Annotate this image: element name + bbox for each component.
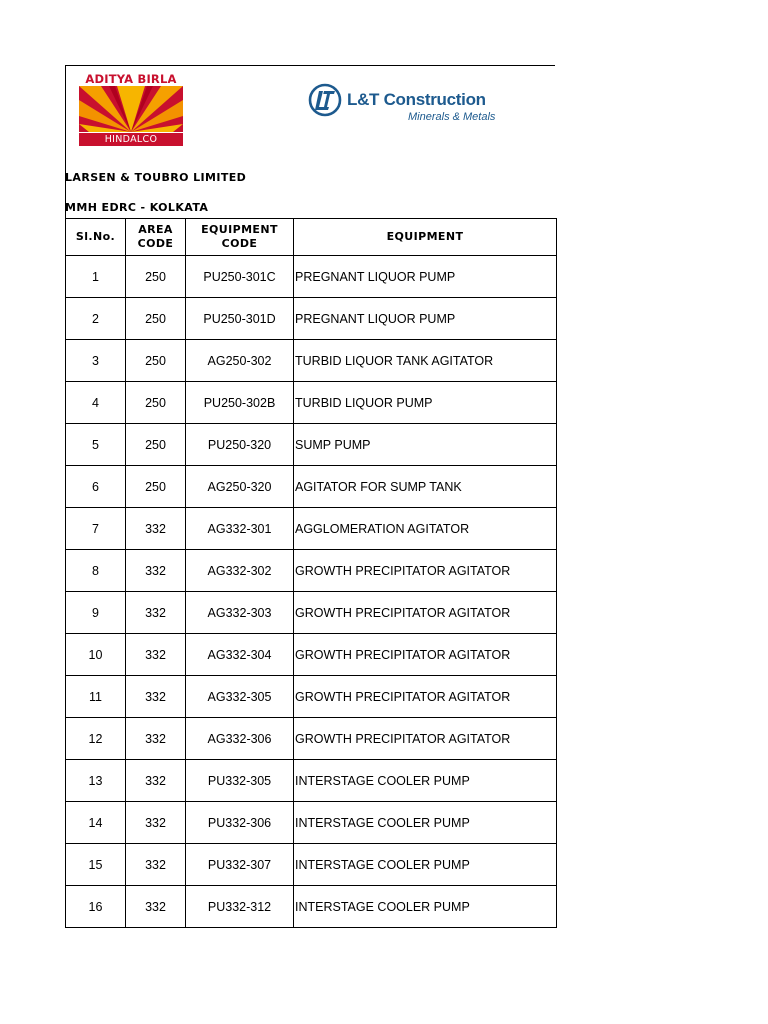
sunburst-icon (79, 86, 183, 132)
cell-equipment-code: PU332-307 (186, 844, 294, 886)
table-row (66, 634, 557, 676)
cell-sl-no: 4 (66, 382, 126, 424)
cell-equipment-code: PU332-312 (186, 886, 294, 928)
cell-equipment: INTERSTAGE COOLER PUMP (294, 760, 557, 802)
cell-sl-no: 6 (66, 466, 126, 508)
cell-equipment: TURBID LIQUOR TANK AGITATOR (294, 340, 557, 382)
sheet-left-border (65, 65, 66, 218)
cell-equipment-code: AG332-303 (186, 592, 294, 634)
table-row (66, 802, 557, 844)
aditya-birla-logo (79, 72, 183, 146)
cell-equipment-code: AG332-305 (186, 676, 294, 718)
cell-sl-no: 15 (66, 844, 126, 886)
cell-sl-no: 12 (66, 718, 126, 760)
table-row (66, 718, 557, 760)
cell-area-code: 250 (126, 340, 186, 382)
cell-equipment: PREGNANT LIQUOR PUMP (294, 256, 557, 298)
cell-equipment-code: PU332-306 (186, 802, 294, 844)
cell-sl-no: 13 (66, 760, 126, 802)
cell-area-code: 250 (126, 256, 186, 298)
cell-equipment-code: AG250-302 (186, 340, 294, 382)
cell-area-code: 250 (126, 424, 186, 466)
cell-equipment: AGGLOMERATION AGITATOR (294, 508, 557, 550)
cell-equipment-code: PU250-320 (186, 424, 294, 466)
cell-equipment-code: AG250-320 (186, 466, 294, 508)
table-row (66, 508, 557, 550)
cell-equipment: AGITATOR FOR SUMP TANK (294, 466, 557, 508)
table-row (66, 382, 557, 424)
cell-equipment: GROWTH PRECIPITATOR AGITATOR (294, 550, 557, 592)
cell-sl-no: 1 (66, 256, 126, 298)
column-header-area-code-text: AREA CODE (137, 223, 174, 250)
cell-sl-no: 5 (66, 424, 126, 466)
table-row (66, 466, 557, 508)
cell-equipment: INTERSTAGE COOLER PUMP (294, 802, 557, 844)
column-header-sl-no: Sl.No. (66, 219, 126, 256)
lt-logo-name: L&T Construction (347, 90, 486, 109)
cell-area-code: 332 (126, 802, 186, 844)
cell-sl-no: 14 (66, 802, 126, 844)
office-name: MMH EDRC - KOLKATA (65, 201, 209, 214)
table-row (66, 424, 557, 466)
cell-area-code: 332 (126, 886, 186, 928)
cell-area-code: 332 (126, 676, 186, 718)
cell-area-code: 332 (126, 508, 186, 550)
cell-area-code: 250 (126, 298, 186, 340)
cell-area-code: 332 (126, 760, 186, 802)
cell-equipment: GROWTH PRECIPITATOR AGITATOR (294, 634, 557, 676)
cell-equipment: GROWTH PRECIPITATOR AGITATOR (294, 718, 557, 760)
cell-area-code: 250 (126, 382, 186, 424)
cell-area-code: 332 (126, 844, 186, 886)
lt-construction-logo (300, 78, 500, 130)
cell-sl-no: 7 (66, 508, 126, 550)
cell-equipment: INTERSTAGE COOLER PUMP (294, 844, 557, 886)
table-row (66, 256, 557, 298)
column-header-equipment: EQUIPMENT (294, 219, 557, 256)
cell-equipment-code: AG332-301 (186, 508, 294, 550)
lt-logo-subtitle: Minerals & Metals (408, 111, 496, 123)
cell-equipment: SUMP PUMP (294, 424, 557, 466)
table-body (66, 256, 557, 928)
cell-sl-no: 9 (66, 592, 126, 634)
table-row (66, 340, 557, 382)
cell-area-code: 250 (126, 466, 186, 508)
column-header-equipment-code-text: EQUIPMENT CODE (201, 223, 278, 250)
sheet-top-border (65, 65, 555, 66)
lt-emblem-icon (308, 83, 342, 117)
cell-equipment: INTERSTAGE COOLER PUMP (294, 886, 557, 928)
cell-equipment: GROWTH PRECIPITATOR AGITATOR (294, 592, 557, 634)
cell-sl-no: 16 (66, 886, 126, 928)
column-header-area-code (126, 219, 186, 256)
table-row (66, 844, 557, 886)
cell-equipment-code: AG332-304 (186, 634, 294, 676)
table-header-row (66, 219, 557, 256)
cell-area-code: 332 (126, 550, 186, 592)
table-row (66, 592, 557, 634)
cell-sl-no: 8 (66, 550, 126, 592)
cell-equipment-code: PU250-301D (186, 298, 294, 340)
cell-equipment: TURBID LIQUOR PUMP (294, 382, 557, 424)
table-row (66, 550, 557, 592)
table-row (66, 298, 557, 340)
company-name: LARSEN & TOUBRO LIMITED (65, 171, 247, 184)
cell-equipment-code: AG332-306 (186, 718, 294, 760)
cell-sl-no: 11 (66, 676, 126, 718)
table-row (66, 760, 557, 802)
cell-sl-no: 10 (66, 634, 126, 676)
aditya-birla-logo-name: ADITYA BIRLA (85, 72, 177, 86)
cell-sl-no: 3 (66, 340, 126, 382)
column-header-equipment-code (186, 219, 294, 256)
cell-area-code: 332 (126, 718, 186, 760)
cell-area-code: 332 (126, 592, 186, 634)
hindalco-label: HINDALCO (79, 133, 183, 146)
cell-equipment: GROWTH PRECIPITATOR AGITATOR (294, 676, 557, 718)
cell-sl-no: 2 (66, 298, 126, 340)
table-row (66, 886, 557, 928)
table-row (66, 676, 557, 718)
cell-equipment-code: AG332-302 (186, 550, 294, 592)
cell-equipment-code: PU250-301C (186, 256, 294, 298)
equipment-table (65, 218, 557, 928)
cell-equipment: PREGNANT LIQUOR PUMP (294, 298, 557, 340)
cell-equipment-code: PU332-305 (186, 760, 294, 802)
cell-area-code: 332 (126, 634, 186, 676)
cell-equipment-code: PU250-302B (186, 382, 294, 424)
